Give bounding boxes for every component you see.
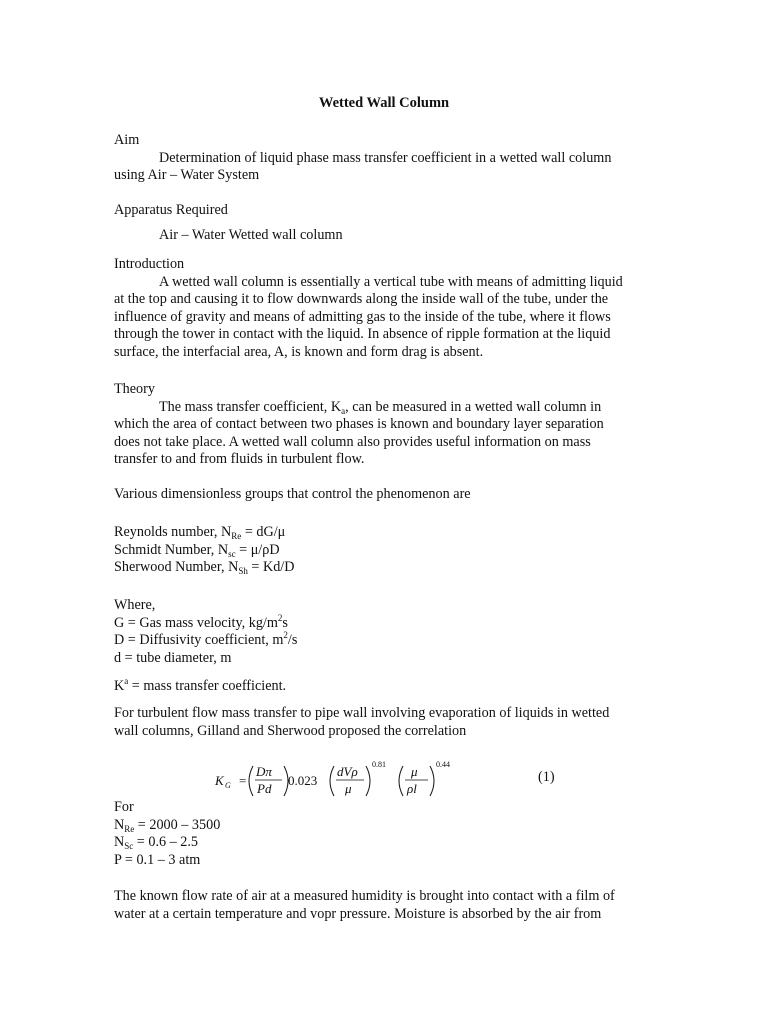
where-k-symbol: K bbox=[114, 678, 125, 694]
paren-left-3 bbox=[399, 766, 403, 796]
group-label: Schmidt Number, N bbox=[114, 541, 229, 558]
eq-exponent-2: 0.44 bbox=[436, 760, 450, 769]
eq-frac3-denominator: ρl bbox=[407, 781, 417, 796]
introduction-line-1: A wetted wall column is essentially a vertical tube with means of admitting liquid bbox=[159, 273, 623, 290]
eq-lhs: K bbox=[215, 773, 224, 788]
group-label: Sherwood Number, N bbox=[114, 559, 239, 575]
apparatus-section bbox=[114, 202, 644, 244]
group-subscript: Re bbox=[231, 531, 242, 541]
group-formula: = μ/ρD bbox=[235, 541, 280, 558]
superscript: a bbox=[124, 676, 129, 686]
where-g-unit: s bbox=[282, 614, 288, 631]
theory-line-2: which the area of contact between two phases is known and boundary layer separation bbox=[114, 416, 604, 432]
dimensionless-groups bbox=[114, 524, 644, 577]
range-symbol: N bbox=[114, 834, 125, 850]
where-k bbox=[114, 678, 644, 696]
group-formula: = dG/μ bbox=[241, 524, 286, 540]
paren-left-1 bbox=[249, 766, 253, 796]
group-subscript: sc bbox=[228, 548, 236, 559]
range-values: P = 0.1 – 3 atm bbox=[114, 851, 201, 868]
introduction-line-3: influence of gravity and means of admitting gas to the inside of the tube, where it flows bbox=[114, 308, 611, 325]
eq-exponent-1: 0.81 bbox=[372, 760, 386, 769]
where-tube-diameter: d = tube diameter, m bbox=[114, 649, 232, 666]
where-heading: Where, bbox=[114, 597, 156, 613]
where-g-text: G = Gas mass velocity, kg/m bbox=[114, 614, 278, 631]
superscript: 2 bbox=[277, 612, 283, 623]
aim-section bbox=[114, 132, 644, 185]
theory-section bbox=[114, 381, 644, 503]
equation-number: (1) bbox=[538, 769, 555, 785]
range-values: = 0.6 – 2.5 bbox=[133, 834, 199, 850]
paren-left-2 bbox=[330, 766, 334, 796]
introduction-line-2: at the top and causing it to flow downwards along the inside wall of the tube, under the bbox=[114, 291, 609, 307]
eq-lhs-subscript: G bbox=[225, 781, 231, 790]
where-g bbox=[114, 612, 644, 633]
groups-intro: Various dimensionless groups that control the phenomenon are bbox=[114, 485, 471, 502]
closing-paragraph bbox=[114, 888, 644, 923]
range-subscript: Re bbox=[124, 823, 135, 834]
introduction-line-5: surface, the interfacial area, A, is known and form drag is absent. bbox=[114, 343, 484, 360]
superscript: 2 bbox=[283, 630, 288, 640]
theory-heading: Theory bbox=[114, 381, 155, 397]
theory-line-1 bbox=[114, 399, 644, 417]
correlation-line-2: wall columns, Gilland and Sherwood proposed the correlation bbox=[114, 722, 467, 739]
eq-frac2-denominator: μ bbox=[345, 781, 352, 796]
where-d-unit: /s bbox=[287, 632, 298, 648]
eq-frac1-denominator: Pd bbox=[257, 781, 272, 796]
eq-frac2-numerator: dVρ bbox=[337, 764, 358, 779]
group-formula: = Kd/D bbox=[247, 559, 295, 575]
closing-line-1: The known flow rate of air at a measured humidity is brought into contact with a film of bbox=[114, 888, 615, 904]
group-label: Reynolds number, N bbox=[114, 524, 232, 540]
introduction-heading: Introduction bbox=[114, 256, 185, 272]
group-schmidt bbox=[114, 542, 644, 560]
closing-line-2: water at a certain temperature and vopr pressure. Moisture is absorbed by the air from bbox=[114, 905, 602, 922]
where-d bbox=[114, 632, 644, 650]
eq-frac3-numerator: μ bbox=[411, 764, 418, 779]
group-sherwood bbox=[114, 559, 644, 577]
theory-line-1-rest: , can be measured in a wetted wall column in bbox=[345, 398, 602, 415]
eq-equals: = bbox=[239, 773, 247, 788]
introduction-section bbox=[114, 256, 644, 361]
page-title: Wetted Wall Column bbox=[318, 95, 450, 111]
range-pressure bbox=[114, 852, 644, 870]
correlation-line-1: For turbulent flow mass transfer to pipe wall involving evaporation of liquids in wetted bbox=[114, 705, 610, 721]
aim-heading: Aim bbox=[114, 132, 140, 148]
paren-right-3 bbox=[430, 766, 434, 796]
introduction-line-4: through the tower in contact with the liquid. In absence of ripple formation at the liquid bbox=[114, 326, 611, 342]
range-symbol: N bbox=[114, 816, 125, 833]
range-schmidt bbox=[114, 834, 644, 852]
where-d-text: D = Diffusivity coefficient, m bbox=[114, 632, 284, 648]
ka-subscript: a bbox=[341, 405, 346, 416]
gilland-sherwood-equation bbox=[212, 760, 462, 802]
eq-constant: 0.023 bbox=[288, 773, 318, 788]
where-k-text: = mass transfer coefficient. bbox=[128, 678, 287, 694]
paren-right-2 bbox=[366, 766, 370, 796]
theory-line-1-text: The mass transfer coefficient, K bbox=[159, 398, 342, 415]
aim-line-2: using Air – Water System bbox=[114, 167, 260, 183]
group-reynolds bbox=[114, 524, 644, 542]
theory-line-4: transfer to and from fluids in turbulent flow. bbox=[114, 451, 365, 467]
aim-line-1: Determination of liquid phase mass transfer coefficient in a wetted wall column bbox=[159, 149, 612, 166]
where-section bbox=[114, 597, 644, 696]
apparatus-heading: Apparatus Required bbox=[114, 202, 228, 218]
range-reynolds bbox=[114, 817, 644, 835]
theory-line-3: does not take place. A wetted wall column also provides useful information on mass bbox=[114, 433, 591, 450]
group-subscript: Sh bbox=[238, 566, 248, 576]
ranges-section bbox=[114, 799, 644, 869]
correlation-intro bbox=[114, 705, 644, 740]
apparatus-item: Air – Water Wetted wall column bbox=[159, 226, 343, 243]
ranges-heading: For bbox=[114, 799, 134, 815]
range-subscript: Sc bbox=[124, 841, 134, 851]
eq-frac1-numerator: Dπ bbox=[256, 764, 272, 779]
range-values: = 2000 – 3500 bbox=[134, 816, 221, 833]
